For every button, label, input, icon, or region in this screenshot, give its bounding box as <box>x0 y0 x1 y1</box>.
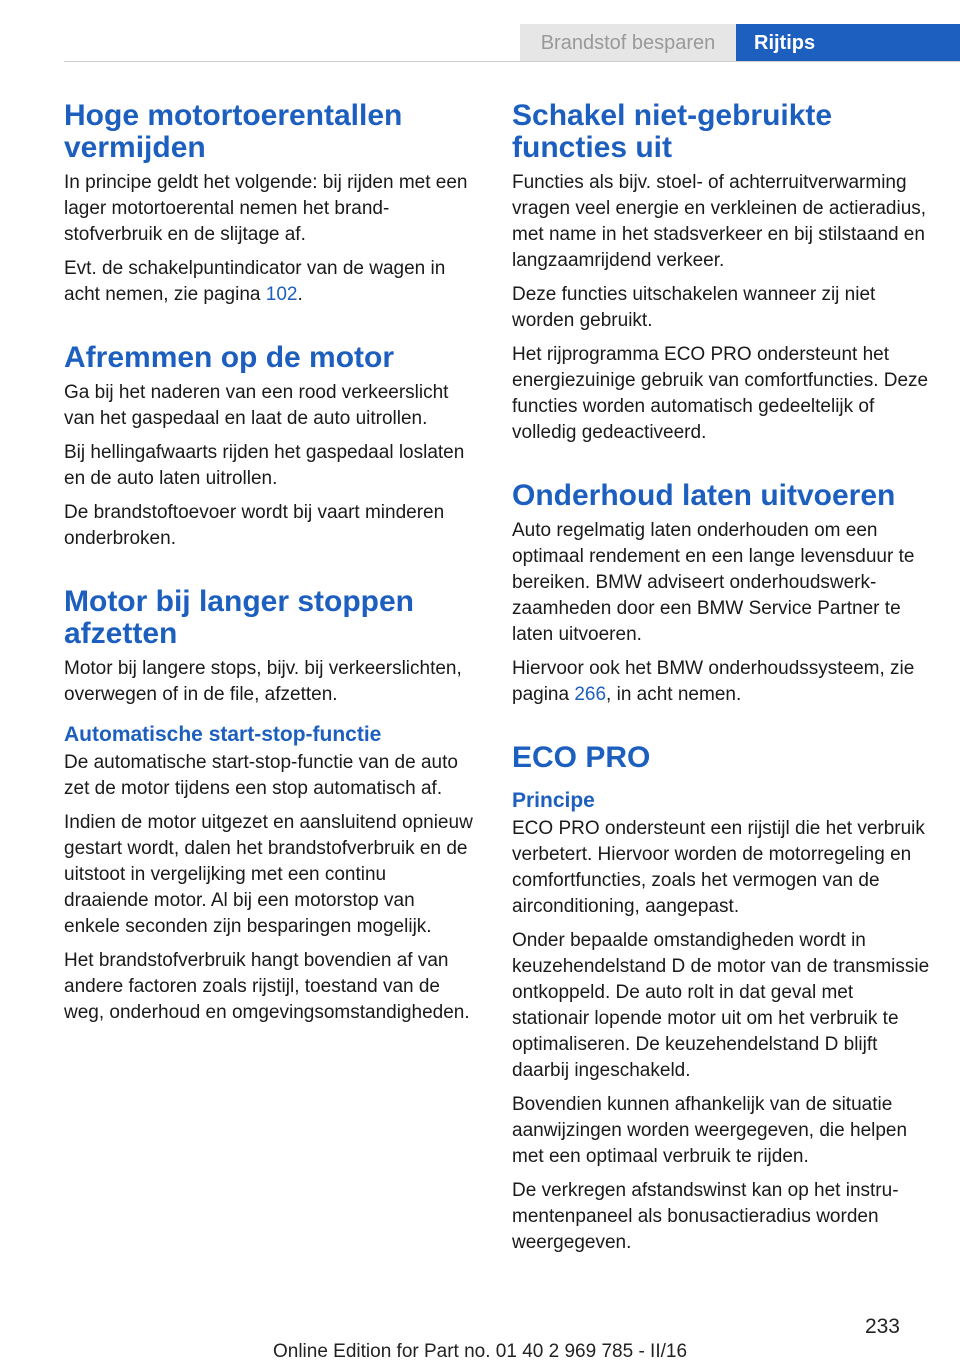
heading-engine-off: Motor bij langer stoppen afzetten <box>64 585 414 650</box>
paragraph: In principe geldt het volgende: bij rijden met een lager motortoerental nemen het brandstofverbruik en de slijtage af. <box>64 172 468 245</box>
paragraph: De automatische start-stop-functie van de auto zet de motor tijdens een stop automatisch af. <box>64 752 458 799</box>
paragraph: Motor bij langere stops, bijv. bij verkeerslichten, overwegen of in de file, afzetten. <box>64 658 462 705</box>
heading-high-rpm: Hoge motortoerentallen vermijden <box>64 99 403 164</box>
paragraph: Indien de motor uitgezet en aansluitend opnieuw gestart wordt, dalen het brandstofverbruik en de uitstoot in vergelijking met een continu draaiende motor. Al bij een motorstop van enkele seconden zijn besparingen mogelijk. <box>64 812 473 937</box>
paragraph: De verkregen afstandswinst kan op het instrumentenpaneel als bonusactieradius worden weergegeven. <box>512 1180 899 1253</box>
paragraph: Functies als bijv. stoel- of achterruitverwarming vragen veel energie en verkleinen de actieradius, met name in het stadsverkeer en bij stilstaand en langzaamrijdend verkeer. <box>512 172 927 271</box>
paragraph: ECO PRO ondersteunt een rijstijl die het verbruik verbetert. Hiervoor worden de motorregeling en comfortfuncties, zoals het vermogen van de airconditioning, aangepast. <box>512 818 925 917</box>
edition-footer: Online Edition for Part no. 01 40 2 969 785 - II/16 <box>272 1341 688 1362</box>
left-column <box>64 100 474 1034</box>
paragraph: Het rijprogramma ECO PRO ondersteunt het energiezuinige gebruik van comfortfuncties. Deze functies worden automatisch gedeeltelijk of volledig gedeactiveerd. <box>512 344 929 443</box>
page-link-266[interactable]: 266 <box>574 684 607 705</box>
header-chapter-tab: Rijtips <box>736 24 960 62</box>
paragraph: Deze functies uitschakelen wanneer zij niet worden gebruikt. <box>512 284 876 331</box>
paragraph-with-link: Evt. de schakelpuntindicator van de wagen in acht nemen, zie pagina 102. <box>64 258 446 305</box>
header-section-title: Brandstof besparen <box>520 24 736 62</box>
heading-unused-functions: Schakel niet-gebruikte functies uit <box>512 99 833 164</box>
right-column <box>512 100 932 1264</box>
paragraph: Onder bepaalde omstandigheden wordt in keuzehendelstand D de motor van de transmissie ontkoppeld. De auto rolt in dat geval met stationair lopende motor uit om het verbruik te optimaliseren. De keuzehendelstand D blijft daarbij ingeschakeld. <box>512 930 930 1081</box>
page-number: 233 <box>864 1315 900 1338</box>
page-link-102[interactable]: 102 <box>265 284 298 305</box>
paragraph: De brandstoftoevoer wordt bij vaart minderen onderbroken. <box>64 502 445 549</box>
subheading-principle: Principe <box>512 789 595 812</box>
heading-engine-braking: Afremmen op de motor <box>64 341 395 374</box>
header-divider <box>64 61 960 62</box>
heading-maintenance: Onderhoud laten uitvoeren <box>512 479 896 512</box>
paragraph: Bij hellingafwaarts rijden het gaspedaal loslaten en de auto laten uitrollen. <box>64 442 465 489</box>
paragraph: Ga bij het naderen van een rood verkeerslicht van het gaspedaal en laat de auto uitrollen. <box>64 382 449 429</box>
paragraph: Bovendien kunnen afhankelijk van de situatie aanwijzingen worden weergegeven, die helpen met een optimaal verbruik te rijden. <box>512 1094 908 1167</box>
subheading-auto-start-stop: Automatische start-stop-functie <box>64 723 382 746</box>
paragraph-with-link: Hiervoor ook het BMW onderhoudssysteem, zie pagina 266, in acht nemen. <box>512 658 915 705</box>
heading-eco-pro: ECO PRO <box>512 741 651 774</box>
paragraph: Het brandstofverbruik hangt bovendien af van andere factoren zoals rijstijl, toestand van de weg, onderhoud en omgevingsomstandigheden. <box>64 950 470 1023</box>
paragraph: Auto regelmatig laten onderhouden om een optimaal rendement en een lange levensduur te bereiken. BMW adviseert onderhoudswerkzaamheden door een BMW Service Partner te laten uitvoeren. <box>512 520 915 645</box>
